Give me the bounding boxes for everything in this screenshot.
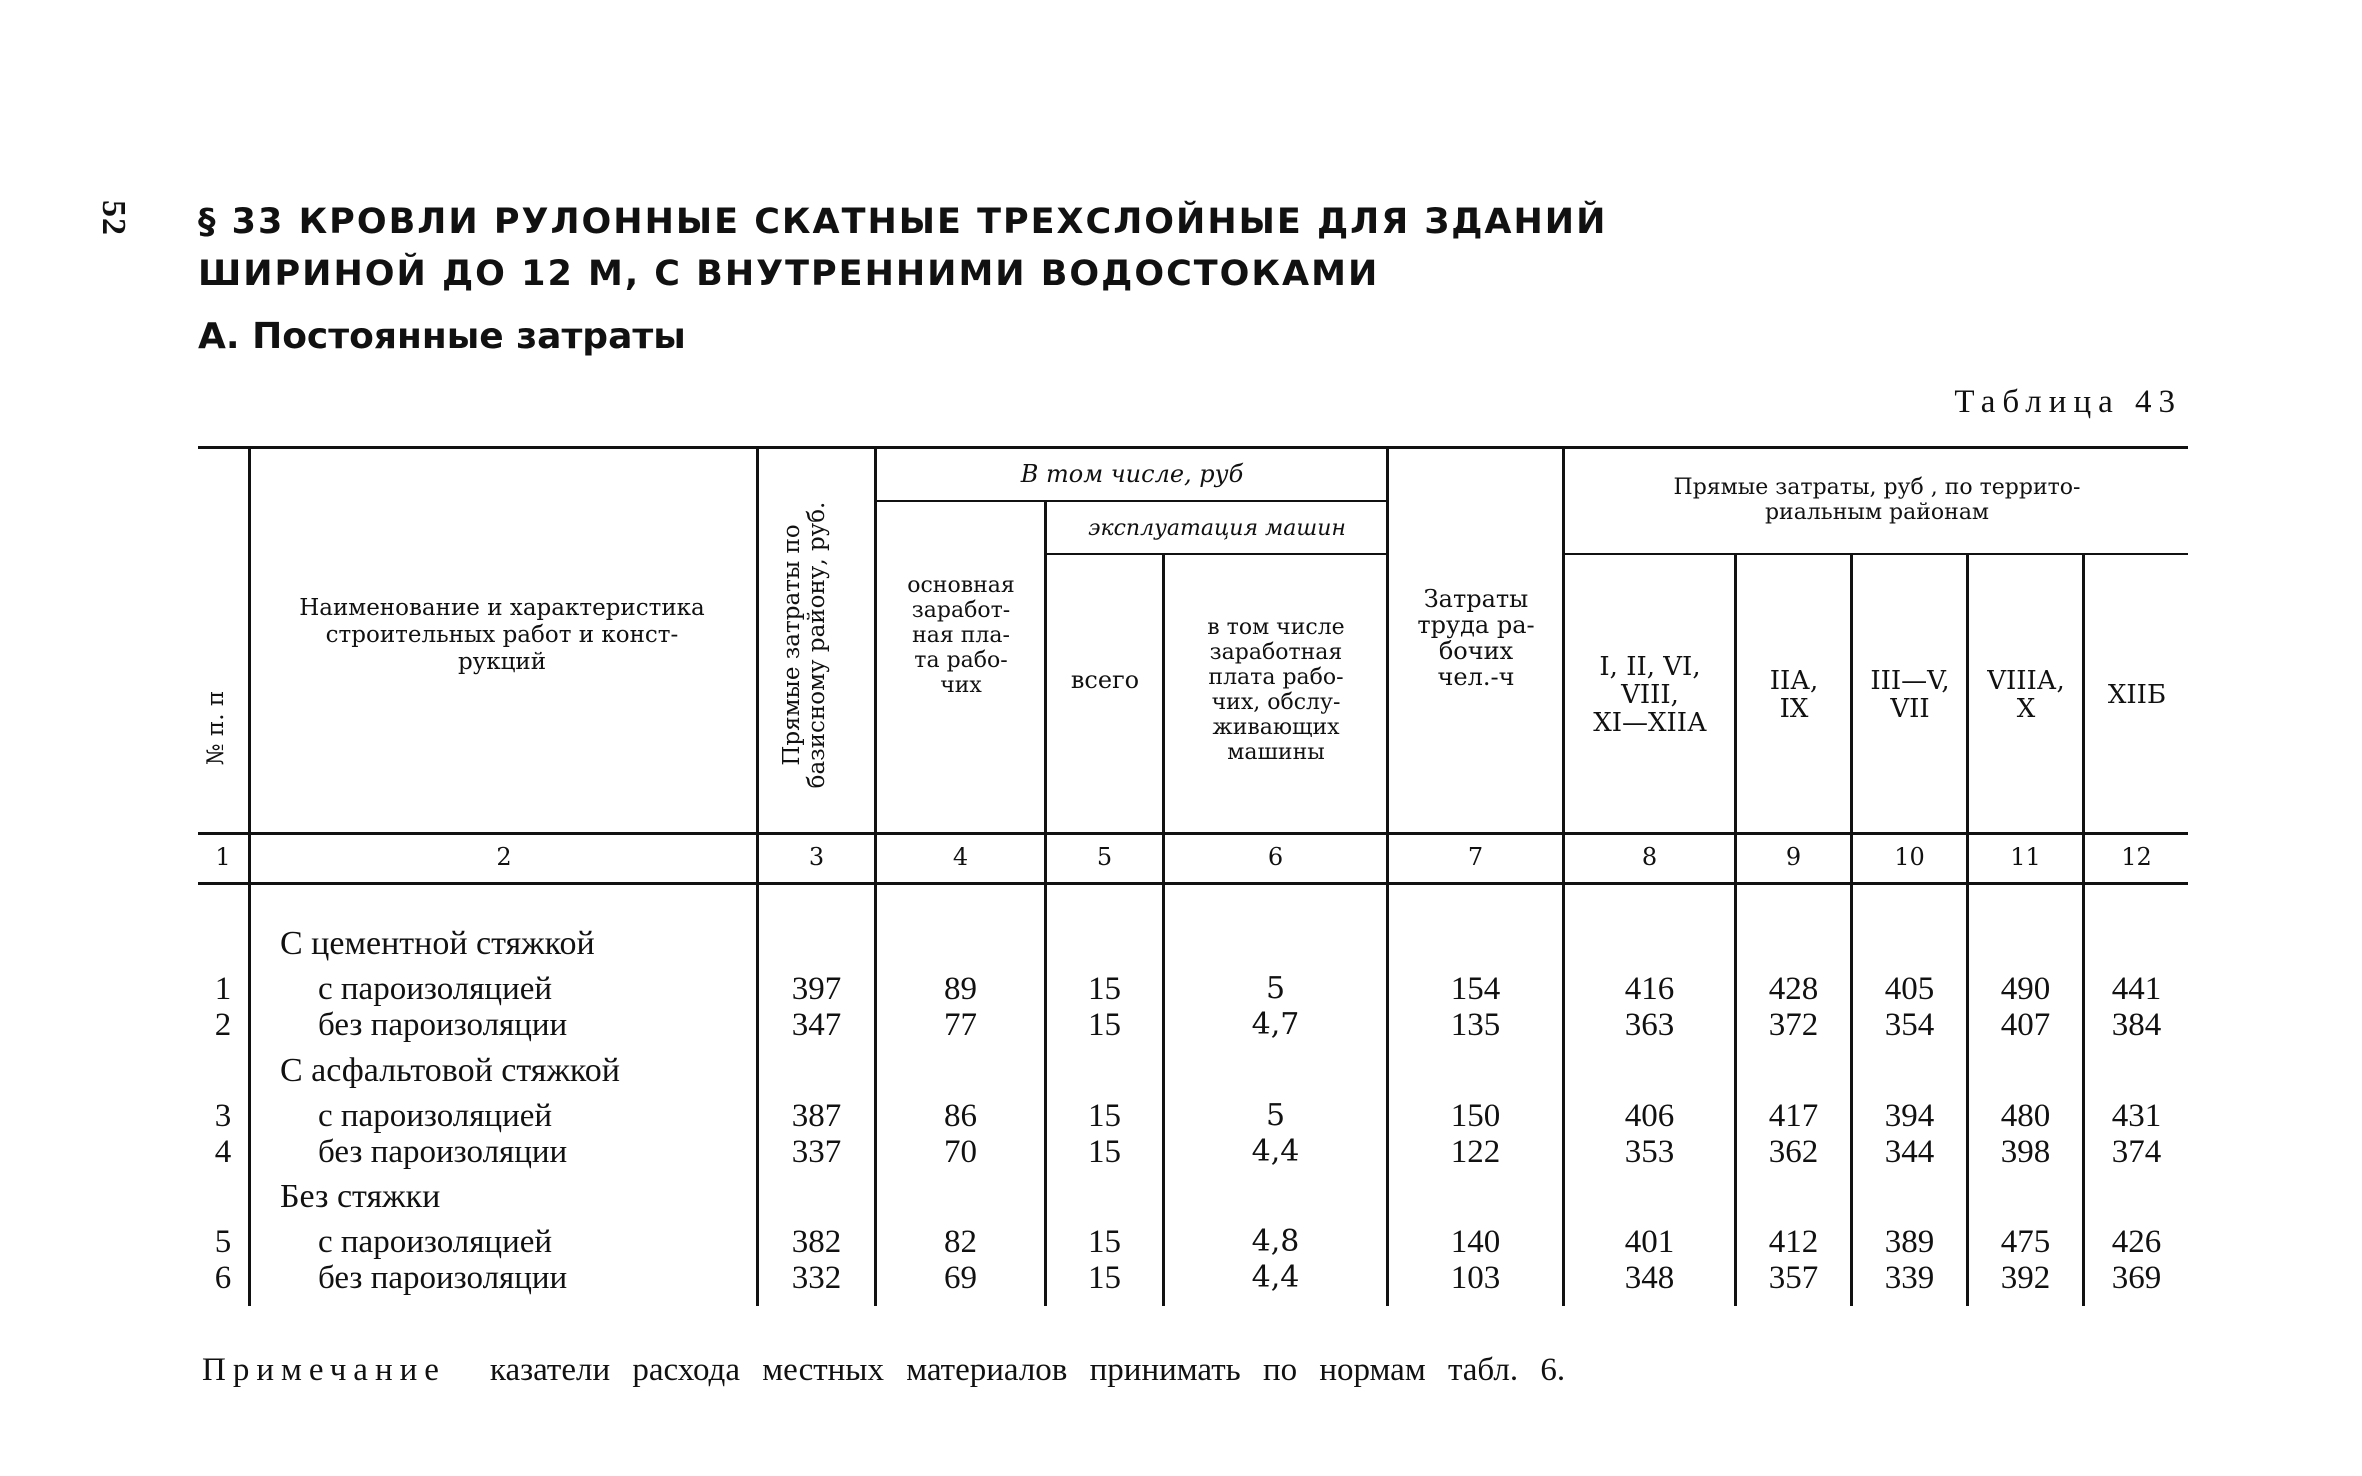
- row-value-cell: 154: [1450, 971, 1501, 1007]
- row-value-cell: 354: [1884, 1007, 1935, 1043]
- col-divider-6: [1386, 448, 1389, 1306]
- header-col10: III—V, VII: [1870, 666, 1950, 724]
- row-number-cell: 2: [214, 1007, 232, 1043]
- table-label: Таблица 43: [1954, 384, 2182, 420]
- row-value-cell: 480: [2000, 1098, 2051, 1134]
- column-number: 7: [1467, 843, 1484, 871]
- header-col9: IIА, IX: [1769, 666, 1819, 724]
- row-value-cell: 412: [1768, 1224, 1819, 1260]
- row-number-cell: 6: [214, 1260, 232, 1296]
- group-label: С асфальтовой стяжкой: [280, 1052, 620, 1089]
- note: [202, 1352, 1565, 1389]
- note-text: казатели расхода местных материалов принимать по нормам табл. 6.: [489, 1352, 1566, 1388]
- row-name-cell: без пароизоляции: [318, 1260, 568, 1296]
- col-divider-3: [874, 448, 877, 1306]
- row-value-cell: 389: [1884, 1224, 1935, 1260]
- subsection-title: А. Постоянные затраты: [198, 316, 686, 357]
- header-col7: Затраты труда ра- бочих чел.-ч: [1417, 584, 1535, 691]
- row-value-cell: 15: [1088, 971, 1121, 1007]
- row-value-cell: 82: [944, 1224, 977, 1260]
- header-bottom-rule: [198, 832, 2188, 835]
- col-divider-4: [1044, 502, 1047, 1306]
- row-value-cell: 15: [1088, 1098, 1121, 1134]
- row-value-cell: 372: [1768, 1007, 1819, 1043]
- row-value-cell: 70: [944, 1134, 977, 1170]
- row-value-cell: 382: [791, 1224, 842, 1260]
- col-divider-7: [1562, 448, 1565, 1306]
- row-value-cell: 392: [2000, 1260, 2051, 1296]
- row-value-cell: 431: [2111, 1098, 2162, 1134]
- row-value-cell: 426: [2111, 1224, 2162, 1260]
- row-value-cell: 89: [944, 971, 977, 1007]
- row-value-cell: 353: [1624, 1134, 1675, 1170]
- col-divider-8: [1734, 555, 1737, 1306]
- row-value-cell: 77: [944, 1007, 977, 1043]
- row-name-cell: без пароизоляции: [318, 1007, 568, 1043]
- row-value-cell: 416: [1624, 971, 1675, 1007]
- row-value-cell: 348: [1624, 1260, 1675, 1296]
- row-value-cell: 86: [944, 1098, 977, 1134]
- row-value-cell: 369: [2111, 1260, 2162, 1296]
- row-number-cell: 5: [214, 1224, 232, 1260]
- row-value-cell: 428: [1768, 971, 1819, 1007]
- col-divider-1: [248, 448, 251, 1306]
- row-value-cell: 339: [1884, 1260, 1935, 1296]
- header-col3: Прямые затраты по базисному району, руб.: [779, 501, 830, 789]
- column-number: 3: [808, 843, 825, 871]
- row-value-cell: 103: [1450, 1260, 1501, 1296]
- row-value-cell: 441: [2111, 971, 2162, 1007]
- row-value-cell: 490: [2000, 971, 2051, 1007]
- col-divider-10: [1966, 555, 1969, 1306]
- row-number-cell: 1: [214, 971, 232, 1007]
- row-value-cell: 332: [791, 1260, 842, 1296]
- col-divider-5: [1162, 555, 1165, 1306]
- row-value-cell: 5: [1265, 1098, 1286, 1133]
- row-value-cell: 140: [1450, 1224, 1501, 1260]
- row-value-cell: 398: [2000, 1134, 2051, 1170]
- col-divider-2: [756, 448, 759, 1306]
- column-number: 6: [1267, 843, 1284, 871]
- header-col1: № п. п: [203, 690, 229, 766]
- row-value-cell: 337: [791, 1134, 842, 1170]
- column-number: 11: [2010, 843, 2041, 871]
- header-col6: в том числе заработная плата рабо- чих, обслу- живающих машины: [1207, 615, 1345, 765]
- row-value-cell: 4,4: [1251, 1134, 1300, 1169]
- row-name-cell: с пароизоляцией: [318, 1224, 553, 1260]
- row-value-cell: 406: [1624, 1098, 1675, 1134]
- column-number: 4: [952, 843, 969, 871]
- section-title-line2: ШИРИНОЙ ДО 12 М, С ВНУТРЕННИМИ ВОДОСТОКАМИ: [198, 254, 1380, 294]
- row-value-cell: 363: [1624, 1007, 1675, 1043]
- regions-group-rule: [1564, 553, 2188, 555]
- column-number: 12: [2121, 843, 2152, 871]
- row-value-cell: 135: [1450, 1007, 1501, 1043]
- header-col5: всего: [1070, 665, 1140, 694]
- header-incl-group: В том числе, руб: [1020, 459, 1244, 488]
- row-name-cell: без пароизоляции: [318, 1134, 568, 1170]
- section-title-line1: § 33 КРОВЛИ РУЛОННЫЕ СКАТНЫЕ ТРЕХСЛОЙНЫЕ ДЛЯ ЗДАНИЙ: [198, 202, 1608, 242]
- row-value-cell: 387: [791, 1098, 842, 1134]
- col-divider-9: [1850, 555, 1853, 1306]
- header-regions-group: Прямые затраты, руб , по террито- риальным районам: [1673, 475, 2081, 525]
- row-value-cell: 15: [1088, 1134, 1121, 1170]
- row-value-cell: 5: [1265, 971, 1286, 1006]
- header-col4: основная заработ- ная пла- та рабо- чих: [907, 572, 1015, 698]
- header-col2: Наименование и характеристика строительных работ и конст- рукций: [299, 594, 705, 675]
- row-value-cell: 397: [791, 971, 842, 1007]
- col-divider-11: [2082, 555, 2085, 1306]
- column-number: 10: [1894, 843, 1925, 871]
- machines-group-rule: [1046, 553, 1388, 555]
- row-value-cell: 384: [2111, 1007, 2162, 1043]
- row-value-cell: 407: [2000, 1007, 2051, 1043]
- row-value-cell: 15: [1088, 1224, 1121, 1260]
- row-name-cell: с пароизоляцией: [318, 1098, 553, 1134]
- row-value-cell: 344: [1884, 1134, 1935, 1170]
- page-number: 52: [95, 200, 132, 236]
- column-numbers-rule: [198, 882, 2188, 885]
- column-number: 9: [1785, 843, 1802, 871]
- group-label: Без стяжки: [280, 1178, 441, 1215]
- row-value-cell: 362: [1768, 1134, 1819, 1170]
- group-label: С цементной стяжкой: [280, 925, 595, 962]
- header-col8: I, II, VI, VIII, XI—XIIА: [1593, 652, 1707, 738]
- header-col11: VIIIА, X: [1987, 666, 2065, 724]
- row-value-cell: 405: [1884, 971, 1935, 1007]
- row-value-cell: 4,8: [1251, 1224, 1300, 1259]
- row-value-cell: 417: [1768, 1098, 1819, 1134]
- row-value-cell: 4,4: [1251, 1260, 1300, 1295]
- row-number-cell: 3: [214, 1098, 232, 1134]
- incl-group-rule: [876, 500, 1388, 502]
- column-number: 5: [1096, 843, 1113, 871]
- header-col12: XIIБ: [2107, 679, 2167, 710]
- row-name-cell: с пароизоляцией: [318, 971, 553, 1007]
- column-number: 1: [215, 843, 231, 871]
- row-value-cell: 394: [1884, 1098, 1935, 1134]
- note-label: Примечание: [202, 1352, 446, 1388]
- row-value-cell: 4,7: [1251, 1007, 1300, 1042]
- row-value-cell: 347: [791, 1007, 842, 1043]
- row-value-cell: 475: [2000, 1224, 2051, 1260]
- row-value-cell: 150: [1450, 1098, 1501, 1134]
- row-value-cell: 374: [2111, 1134, 2162, 1170]
- row-number-cell: 4: [214, 1134, 232, 1170]
- column-number: 2: [496, 843, 512, 871]
- row-value-cell: 401: [1624, 1224, 1675, 1260]
- row-value-cell: 69: [944, 1260, 977, 1296]
- column-number: 8: [1641, 843, 1658, 871]
- table-top-rule: [198, 446, 2188, 449]
- row-value-cell: 122: [1450, 1134, 1501, 1170]
- header-machines-group: эксплуатация машин: [1088, 515, 1346, 541]
- row-value-cell: 15: [1088, 1260, 1121, 1296]
- row-value-cell: 357: [1768, 1260, 1819, 1296]
- row-value-cell: 15: [1088, 1007, 1121, 1043]
